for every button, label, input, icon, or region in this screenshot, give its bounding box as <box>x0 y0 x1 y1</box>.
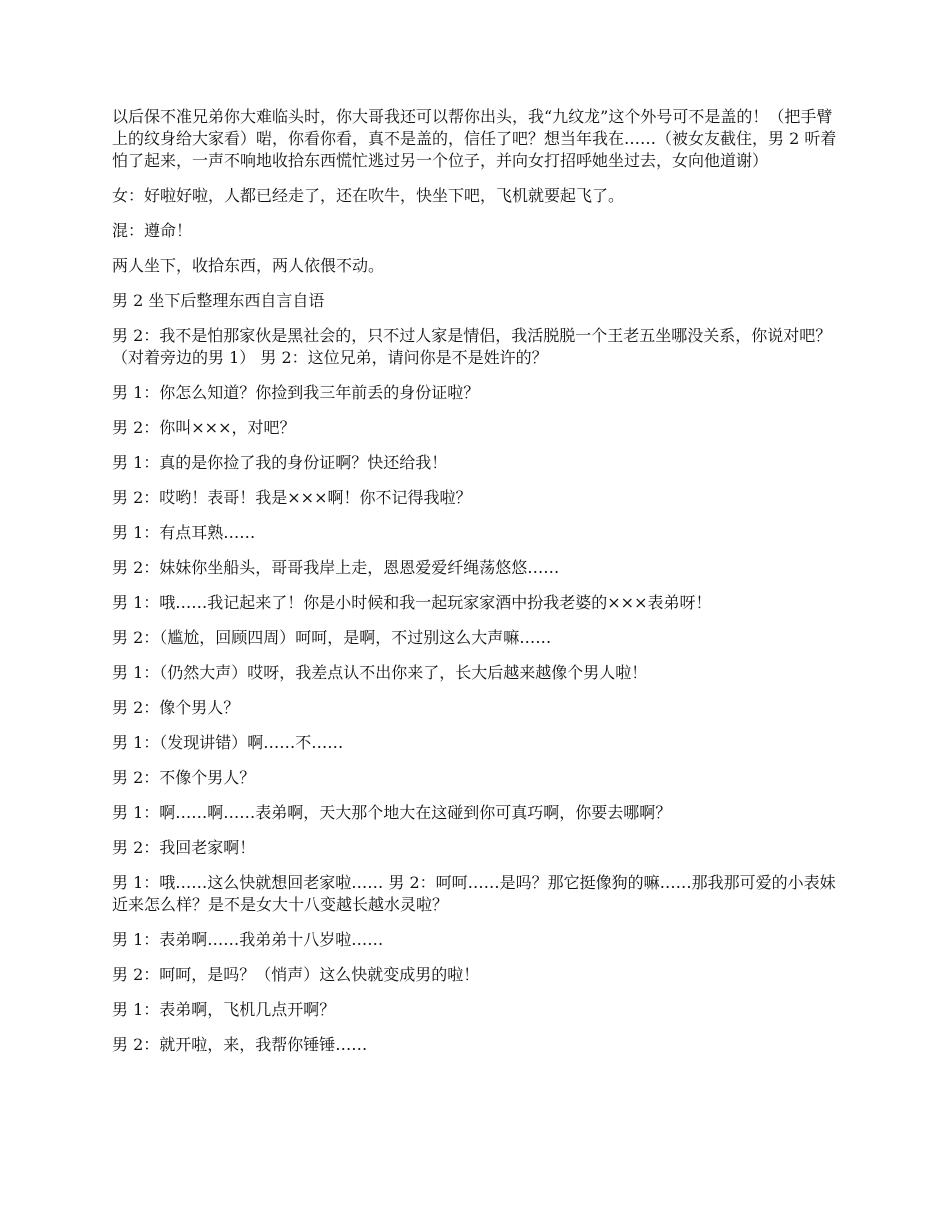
paragraph: 以后保不准兄弟你大难临头时，你大哥我还可以帮你出头，我“九纹龙”这个外号可不是盖的！（把手臂上的纹身给大家看）啱，你看你看，真不是盖的，信任了吧？想当年我在……（被女友截住，男 2 听着怕了起来，一声不响地收拾东西慌忙逃过另一个位子，并向女打招呼她坐过去，女向他道谢） <box>112 107 837 170</box>
paragraph: 男 1：表弟啊……我弟弟十八岁啦…… <box>112 930 384 949</box>
paragraph: 男 1：你怎么知道？你捡到我三年前丢的身份证啦？ <box>112 383 480 402</box>
document-body <box>112 106 840 1069</box>
paragraph: 男 2：我回老家啊！ <box>112 838 256 857</box>
paragraph: 男 1：啊……啊……表弟啊，天大那个地大在这碰到你可真巧啊，你要去哪啊？ <box>112 803 672 822</box>
paragraph: 男 2：妹妹你坐船头，哥哥我岸上走，恩恩爱爱纤绳荡悠悠…… <box>112 558 560 577</box>
paragraph: 男 2：我不是怕那家伙是黑社会的，只不过人家是情侣，我活脱脱一个王老五坐哪没关系，你说对吧？（对着旁边的男 1） 男 2：这位兄弟，请问你是不是姓许的？ <box>112 326 832 367</box>
paragraph: 男 1：哦……这么快就想回老家啦…… 男 2：呵呵……是吗？那它挺像狗的嘛……那我那可爱的小表妹近来怎么样？是不是女大十八变越长越水灵啦？ <box>112 873 836 914</box>
paragraph: 男 2：就开啦，来，我帮你锤锤…… <box>112 1035 368 1054</box>
paragraph: 男 1：（仍然大声）哎呀，我差点认不出你来了，长大后越来越像个男人啦！ <box>112 663 648 682</box>
paragraph: 男 1：哦……我记起来了！你是小时候和我一起玩家家酒中扮我老婆的×××表弟呀！ <box>112 593 712 612</box>
paragraph: 男 1：表弟啊，飞机几点开啊？ <box>112 1000 336 1019</box>
paragraph: 男 1：（发现讲错）啊……不…… <box>112 733 344 752</box>
paragraph: 男 2：（尴尬，回顾四周）呵呵，是啊，不过别这么大声嘛…… <box>112 628 552 647</box>
paragraph: 男 1：有点耳熟…… <box>112 523 256 542</box>
paragraph: 男 2：哎哟！表哥！我是×××啊！你不记得我啦？ <box>112 488 472 507</box>
paragraph: 男 2：你叫×××，对吧？ <box>112 418 296 437</box>
paragraph: 两人坐下，收拾东西，两人依偎不动。 <box>112 256 385 275</box>
paragraph: 女：好啦好啦，人都已经走了，还在吹牛，快坐下吧，飞机就要起飞了。 <box>112 186 625 205</box>
paragraph: 男 1：真的是你捡了我的身份证啊？快还给我！ <box>112 453 448 472</box>
paragraph: 男 2 坐下后整理东西自言自语 <box>112 291 325 310</box>
paragraph: 男 2：像个男人？ <box>112 698 240 717</box>
paragraph: 男 2：呵呵，是吗？（悄声）这么快就变成男的啦！ <box>112 965 480 984</box>
paragraph: 男 2：不像个男人？ <box>112 768 256 787</box>
paragraph: 混：遵命！ <box>112 221 193 240</box>
